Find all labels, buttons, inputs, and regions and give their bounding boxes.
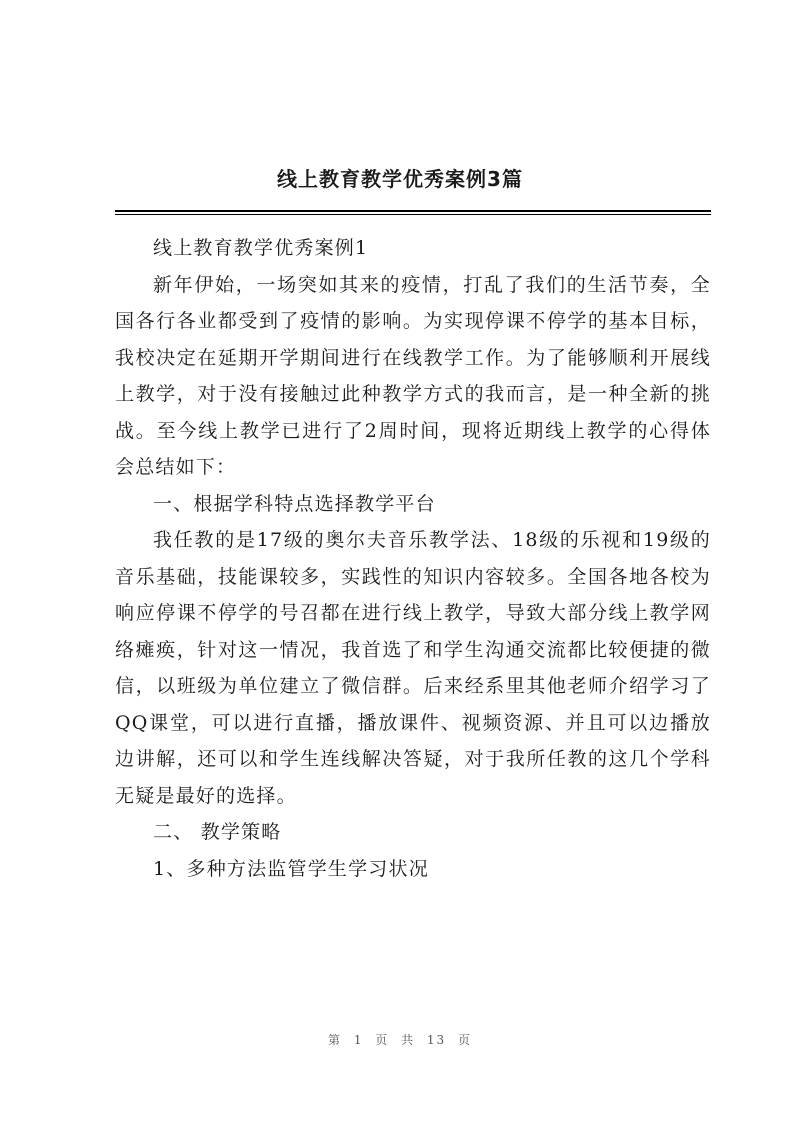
subsection-heading-monitoring: 1、多种方法监管学生学习状况 xyxy=(153,857,429,880)
document-body xyxy=(115,230,711,887)
section-heading-platform: 一、根据学科特点选择教学平台 xyxy=(153,492,436,515)
page-title: 线上教育教学优秀案例3篇 xyxy=(277,167,523,191)
page-footer: 第 1 页 共 13 页 xyxy=(328,1033,472,1047)
section-heading-strategy: 二、 教学策略 xyxy=(153,821,282,843)
intro-paragraph: 新年伊始，一场突如其来的疫情，打乱了我们的生活节奏，全国各行各业都受到了疫情的影响。为实现停课不停学的基本目标，我校决定在延期开学期间进行在线教学工作。为了能够顺利开展线上教学，对于没有接触过此种教学方式的我而言，是一种全新的挑战。至今线上教学已进行了2周时间，现将近期线上教学的心得体会总结如下： xyxy=(115,273,711,478)
title-divider-thin xyxy=(115,214,711,215)
section-heading-case-1: 线上教育教学优秀案例1 xyxy=(153,237,369,259)
platform-paragraph: 我任教的是17级的奥尔夫音乐教学法、18级的乐视和19级的音乐基础，技能课较多，实践性的知识内容较多。全国各地各校为响应停课不停学的号召都在进行线上教学，导致大部分线上教学网络瘫痪，针对这一情况，我首选了和学生沟通交流都比较便捷的微信，以班级为单位建立了微信群。后来经系里其他老师介绍学习了QQ课堂，可以进行直播，播放课件、视频资源、并且可以边播放边讲解，还可以和学生连线解决答疑，对于我所任教的这几个学科无疑是最好的选择。 xyxy=(115,529,711,807)
title-divider xyxy=(115,210,711,212)
